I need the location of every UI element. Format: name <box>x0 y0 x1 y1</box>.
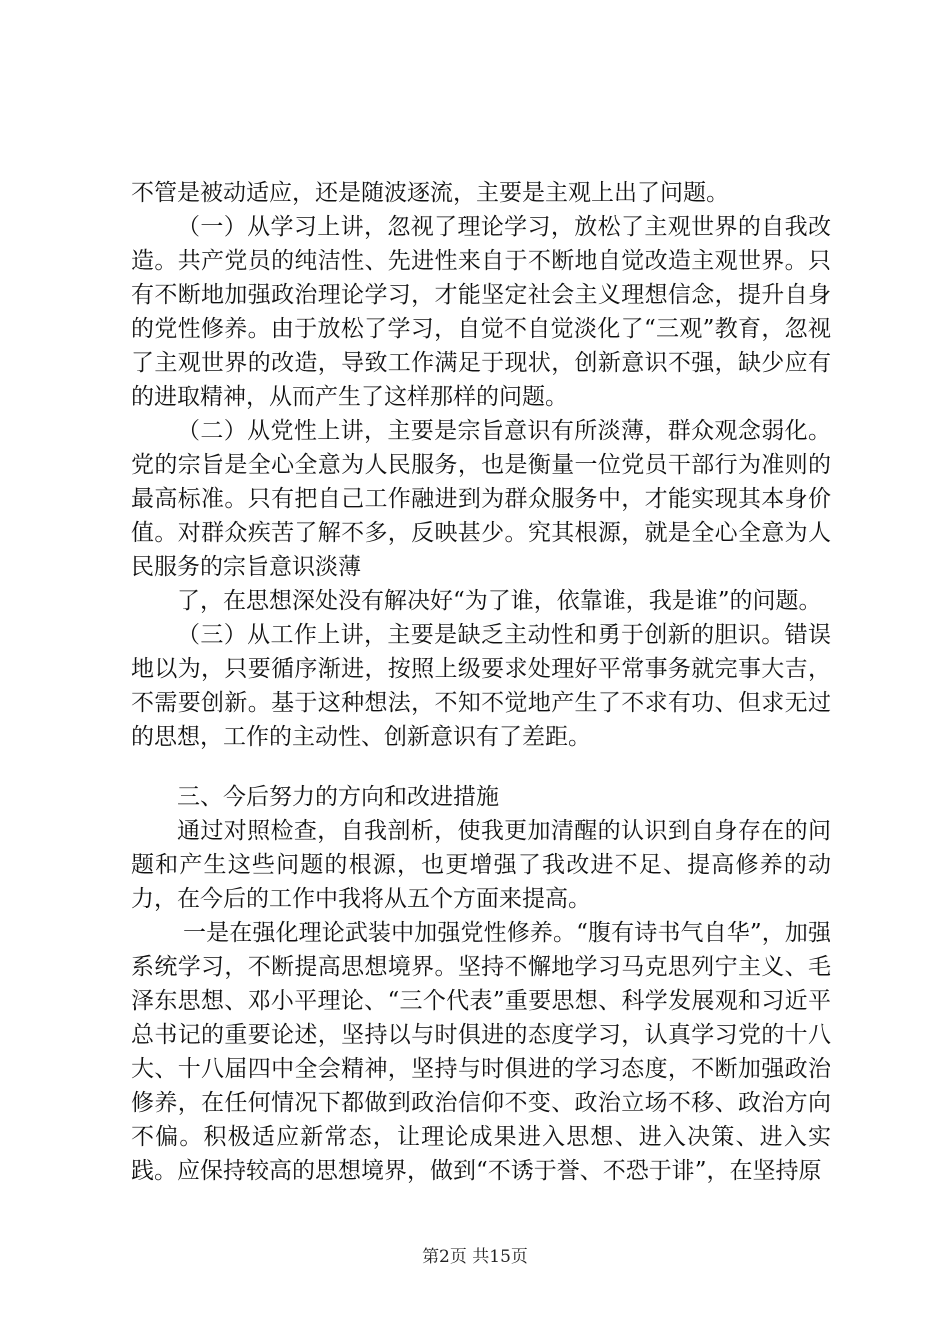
section-heading: 三、今后努力的方向和改进措施 <box>177 784 499 810</box>
paragraph-gap <box>131 754 831 780</box>
paragraph-measure-one: 一是在强化理论武装中加强党性修养。“腹有诗书气自华”，加强系统学习，不断提高思想境界。坚持不懈地学习马克思列宁主义、毛泽东思想、邓小平理论、“三个代表”重要思想、科学发展观和习近平总书记的重要论述，坚持以与时俱进的态度学习，认真学习党的十八大、十八届四中全会精神，坚持与时俱进的学习态度，不断加强政治修养，在任何情况下都做到政治信仰不变、政治立场不移、政治方向不偏。积极适应新常态，让理论成果进入思想、进入决策、进入实践。应保持较高的思想境界，做到“不诱于誉、不恐于诽”，在坚持原 <box>131 920 831 1184</box>
paragraph-work: （三）从工作上讲，主要是缺乏主动性和勇于创新的胆识。错误地以为，只要循序渐进，按照上级要求处理好平常事务就完事大吉，不需要创新。基于这种想法，不知不觉地产生了不求有功、但求无过的思想，工作的主动性、创新意识有了差距。 <box>131 622 831 750</box>
paragraph-intro: 不管是被动适应，还是随波逐流，主要是主观上出了问题。 <box>131 180 729 206</box>
paragraph-study: （一）从学习上讲，忽视了理论学习，放松了主观世界的自我改造。共产党员的纯洁性、先进性来自于不断地自觉改造主观世界。只有不断地加强政治理论学习，才能坚定社会主义理想信念，提升自身的党性修养。由于放松了学习，自觉不自觉淡化了“三观”教育，忽视了主观世界的改造，导致工作满足于现状，创新意识不强，缺少应有的进取精神，从而产生了这样那样的问题。 <box>131 214 831 410</box>
paragraph-party-spirit-continued: 了，在思想深处没有解决好“为了谁，依靠谁，我是谁”的问题。 <box>177 588 822 614</box>
paragraph-party-spirit: （二）从党性上讲，主要是宗旨意识有所淡薄，群众观念弱化。党的宗旨是全心全意为人民服务，也是衡量一位党员干部行为准则的最高标准。只有把自己工作融进到为群众服务中，才能实现其本身价值。对群众疾苦了解不多，反映甚少。究其根源，就是全心全意为人民服务的宗旨意识淡薄 <box>131 418 831 580</box>
document-body <box>131 176 831 1188</box>
paragraph-self-analysis: 通过对照检查，自我剖析，使我更加清醒的认识到自身存在的问题和产生这些问题的根源，也更增强了我改进不足、提高修养的动力，在今后的工作中我将从五个方面来提高。 <box>131 818 831 912</box>
page-number-footer: 第2页 共15页 <box>422 1247 528 1267</box>
